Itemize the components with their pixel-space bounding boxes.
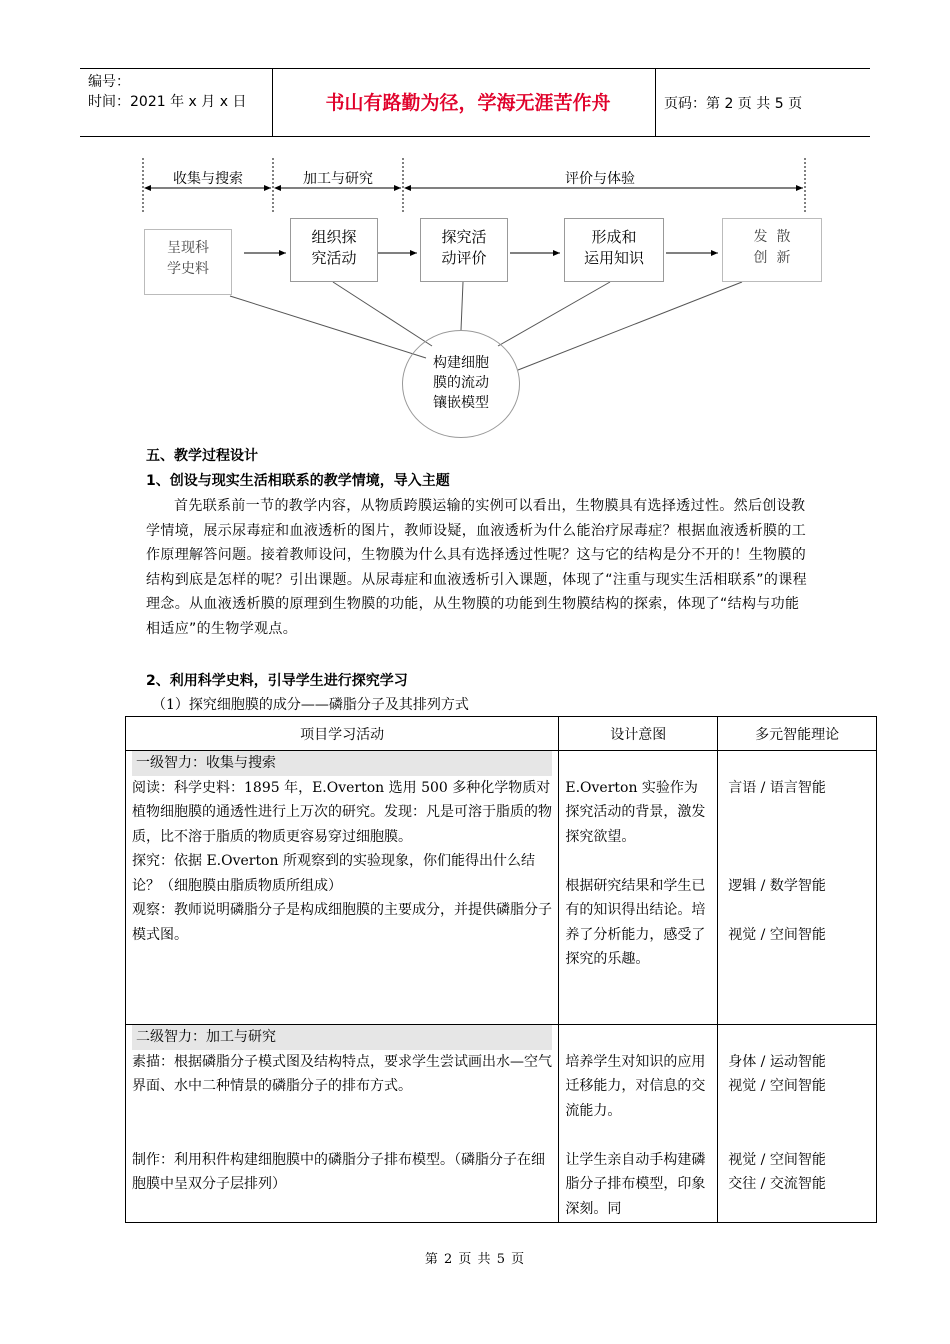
intent-text: 根据研究结果和学生已有的知识得出结论。培养了分析能力，感受了探究的乐趣。 <box>565 877 706 967</box>
connector-line <box>498 282 610 346</box>
intent-cell <box>559 1025 718 1223</box>
connector-line <box>333 282 432 346</box>
theory-text: 言语 / 语言智能 <box>728 779 826 796</box>
activity-text: 观察：教师说明磷脂分子是构成细胞膜的主要成分，并提供磷脂分子模式图。 <box>132 902 552 943</box>
flow-box-evaluate: 探究活 动评价 <box>420 218 508 282</box>
flow-box-organize: 组织探 究活动 <box>290 218 378 282</box>
page-footer: 第 2 页 共 5 页 <box>424 1252 526 1267</box>
activity-text: 阅读：科学史料：1895 年，E.Overton 选用 500 多种化学物质对植物细胞膜的通透性进行上万次的研究。发现：凡是可溶于脂质的物质，比不溶于脂质的物质更容易穿过细胞膜。 <box>132 779 552 845</box>
connector-line <box>518 282 742 370</box>
level-label: 二级智力：加工与研究 <box>132 1025 552 1050</box>
connector-line <box>461 282 463 330</box>
activity-text: 素描：根据磷脂分子模式图及结构特点，要求学生尝试画出水—空气界面、水中二种情景的磷脂分子的排布方式。 <box>132 1053 552 1094</box>
activity-text: 探究：依据 E.Overton 所观察到的实验现象，你们能得出什么结论？（细胞膜由脂质物质所组成） <box>132 853 536 894</box>
intent-text: E.Overton 实验作为探究活动的背景，激发探究欲望。 <box>565 779 706 845</box>
level-label: 一级智力：收集与搜索 <box>132 751 552 776</box>
band-label-evaluate: 评价与体验 <box>565 171 635 187</box>
table-header: 项目学习活动 <box>126 717 559 751</box>
section-title: 五、教学过程设计 <box>146 448 258 464</box>
activity-cell <box>126 751 559 1025</box>
activity-table <box>125 716 877 1223</box>
table-header: 多元智能理论 <box>718 717 877 751</box>
subsection-title-1: 1、创设与现实生活相联系的教学情境，导入主题 <box>146 473 450 489</box>
intent-cell <box>559 751 718 1025</box>
theory-text: 逻辑 / 数学智能 <box>728 877 826 894</box>
header-number: 编号： <box>88 74 130 90</box>
theory-text: 交往 / 交流智能 <box>728 1176 826 1192</box>
theory-text: 视觉 / 空间智能 <box>728 1078 826 1094</box>
center-circle-model: 构建细胞 膜的流动 镶嵌模型 <box>402 330 520 438</box>
band-label-process: 加工与研究 <box>303 171 373 187</box>
connector-line <box>230 296 426 358</box>
flow-box-knowledge: 形成和 运用知识 <box>564 218 664 282</box>
table-header-row <box>126 717 877 751</box>
subsection-subtitle: （1）探究细胞膜的成分——磷脂分子及其排列方式 <box>152 697 469 713</box>
theory-cell <box>718 1025 877 1223</box>
activity-text: 制作：利用积件构建细胞膜中的磷脂分子排布模型。（磷脂分子在细胞膜中呈双分子层排列） <box>132 1151 545 1192</box>
flow-box-history: 呈现科 学史料 <box>144 229 232 295</box>
intent-text: 让学生亲自动手构建磷脂分子排布模型，印象深刻。同 <box>565 1151 706 1217</box>
band-label-collect: 收集与搜索 <box>173 171 243 187</box>
header-slogan: 书山有路勤为径，学海无涯苦作舟 <box>325 92 611 114</box>
header-page-number: 页码：第 2 页 共 5 页 <box>664 96 803 112</box>
theory-cell <box>718 751 877 1025</box>
table-header: 设计意图 <box>559 717 718 751</box>
paragraph-intro: 首先联系前一节的教学内容，从物质跨膜运输的实例可以看出，生物膜具有选择透过性。然后创设教学情境，展示尿毒症和血液透析的图片，教师设疑，血液透析为什么能治疗尿毒症？根据血液透析膜的工作原理解答问题。接着教师设问，生物膜为什么具有选择透过性呢？这与它的结构是分不开的！生物膜的结构到底是怎样的呢？引出课题。从尿毒症和血液透析引入课题，体现了“注重与现实生活相联系”的课程理念。从血液透析膜的原理到生物膜的功能，从生物膜的功能到生物膜结构的探索，体现了“结构与功能相适应”的生物学观点。 <box>146 498 807 637</box>
flow-box-innovate: 发 散 创 新 <box>722 218 822 282</box>
table-row <box>126 1025 877 1223</box>
theory-text: 视觉 / 空间智能 <box>728 926 826 943</box>
subsection-title-2: 2、利用科学史料，引导学生进行探究学习 <box>146 673 408 689</box>
header-time: 时间：2021 年 x 月 x 日 <box>88 94 247 110</box>
intent-text: 培养学生对知识的应用迁移能力，对信息的交流能力。 <box>565 1053 706 1119</box>
table-row <box>126 751 877 1025</box>
activity-cell <box>126 1025 559 1223</box>
theory-text: 身体 / 运动智能 <box>728 1053 826 1070</box>
theory-text: 视觉 / 空间智能 <box>728 1151 826 1168</box>
